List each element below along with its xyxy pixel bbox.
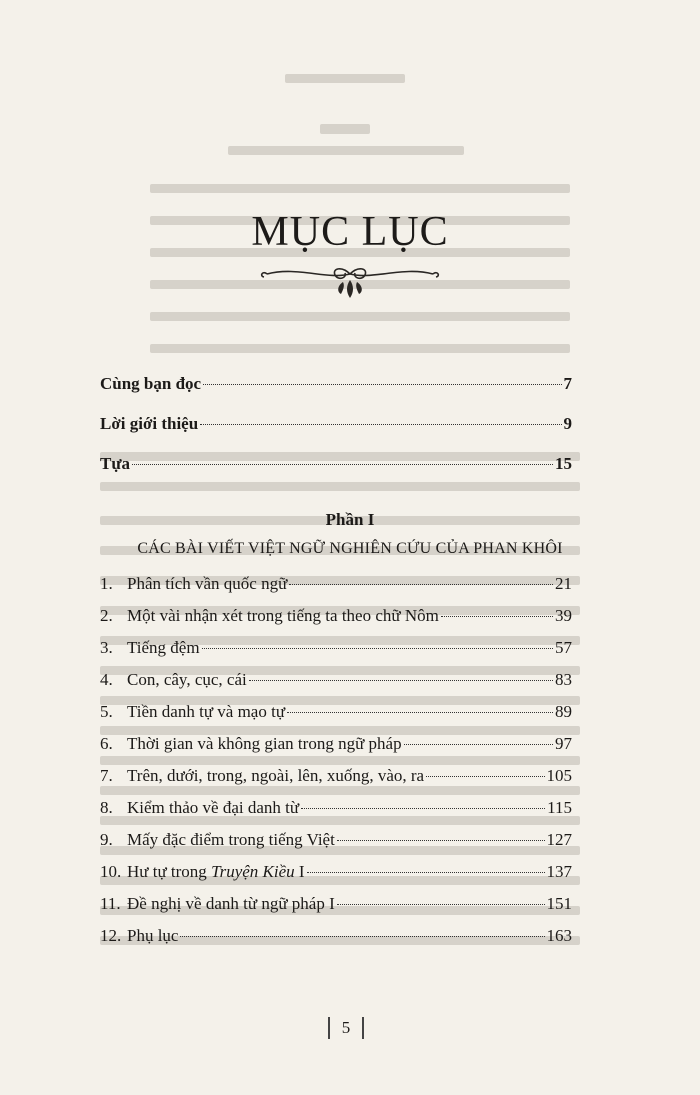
dot-leader [203,384,561,385]
divider [328,1017,330,1039]
toc-label: Tựa [100,454,131,473]
entry-label: Tiếng đệm [127,638,200,657]
dot-leader [301,808,545,809]
toc-entry[interactable] [100,926,572,952]
page-number-footer [324,1014,368,1042]
page-number: 5 [341,1018,351,1037]
toc-entry[interactable] [100,862,572,888]
entry-label: Trên, dưới, trong, ngoài, lên, xuống, vào, ra [127,766,425,785]
entry-page: 97 [555,734,572,753]
entry-number: 10. [100,862,122,881]
entry-label: Thời gian và không gian trong ngữ pháp [127,734,402,753]
entry-page: 39 [555,606,572,625]
entry-label-suffix: I [294,862,305,881]
entry-label: Đề nghị về danh từ ngữ pháp I [127,894,335,913]
dot-leader [441,616,553,617]
toc-item-cung-ban-doc[interactable] [100,374,572,400]
entry-label-italic: Truyện Kiều [211,862,295,881]
entry-page: 89 [555,702,572,721]
entry-label: Kiểm thảo về đại danh từ [127,798,300,817]
toc-entry[interactable] [100,638,572,664]
dot-leader [287,712,553,713]
entry-label: Phụ lục [127,926,179,945]
toc-entry[interactable] [100,766,572,792]
entry-number: 1. [100,574,113,593]
dot-leader [202,648,553,649]
entry-page: 21 [555,574,572,593]
entry-number: 9. [100,830,113,849]
toc-entry[interactable] [100,574,572,600]
part-subtitle: CÁC BÀI VIẾT VIỆT NGỮ NGHIÊN CỨU CỦA PHAN KHÔI [137,540,563,557]
dot-leader [337,904,545,905]
part-title: Phần I [325,510,375,529]
toc-item-tua[interactable] [100,454,572,480]
toc-entry[interactable] [100,798,572,824]
dot-leader [249,680,553,681]
entry-label: Mấy đặc điểm trong tiếng Việt [127,830,335,849]
entry-label: Tiền danh tự và mạo tự [127,702,286,721]
dot-leader [337,840,545,841]
entry-page: 115 [547,798,572,817]
entry-label-prefix: Hư tự trong [127,862,212,881]
entry-number: 5. [100,702,113,721]
toc-entry[interactable] [100,894,572,920]
toc-entry[interactable] [100,670,572,696]
toc-entry[interactable] [100,734,572,760]
dot-leader [132,464,553,465]
entry-label: Phân tích vần quốc ngữ [127,574,288,593]
toc-page: 9 [563,414,572,433]
entry-page: 83 [555,670,572,689]
dot-leader [307,872,545,873]
entry-page: 137 [546,862,572,881]
entry-number: 8. [100,798,113,817]
toc-label: Cùng bạn đọc [100,374,202,393]
entry-page: 105 [546,766,572,785]
entry-number: 11. [100,894,121,913]
entry-number: 6. [100,734,113,753]
dot-leader [289,584,553,585]
flourish-ornament-icon [257,262,443,302]
toc-page: 15 [555,454,572,473]
toc-entry[interactable] [100,702,572,728]
entry-label: Một vài nhận xét trong tiếng ta theo chữ Nôm [127,606,439,625]
dot-leader [180,936,544,937]
page-title: MỤC LỤC [251,209,449,255]
entry-number: 4. [100,670,113,689]
toc-item-loi-gioi-thieu[interactable] [100,414,572,440]
entry-page: 127 [546,830,572,849]
entry-page: 151 [546,894,572,913]
entry-number: 3. [100,638,113,657]
divider [362,1017,364,1039]
entry-label: Con, cây, cục, cái [127,670,247,689]
entry-number: 2. [100,606,113,625]
entry-number: 7. [100,766,113,785]
entry-page: 163 [546,926,572,945]
toc-entry[interactable] [100,606,572,632]
dot-leader [404,744,553,745]
entry-number: 12. [100,926,122,945]
dot-leader [200,424,561,425]
toc-page: 7 [563,374,572,393]
dot-leader [426,776,544,777]
toc-label: Lời giới thiệu [100,414,199,433]
entry-page: 57 [555,638,572,657]
toc-entry[interactable] [100,830,572,856]
